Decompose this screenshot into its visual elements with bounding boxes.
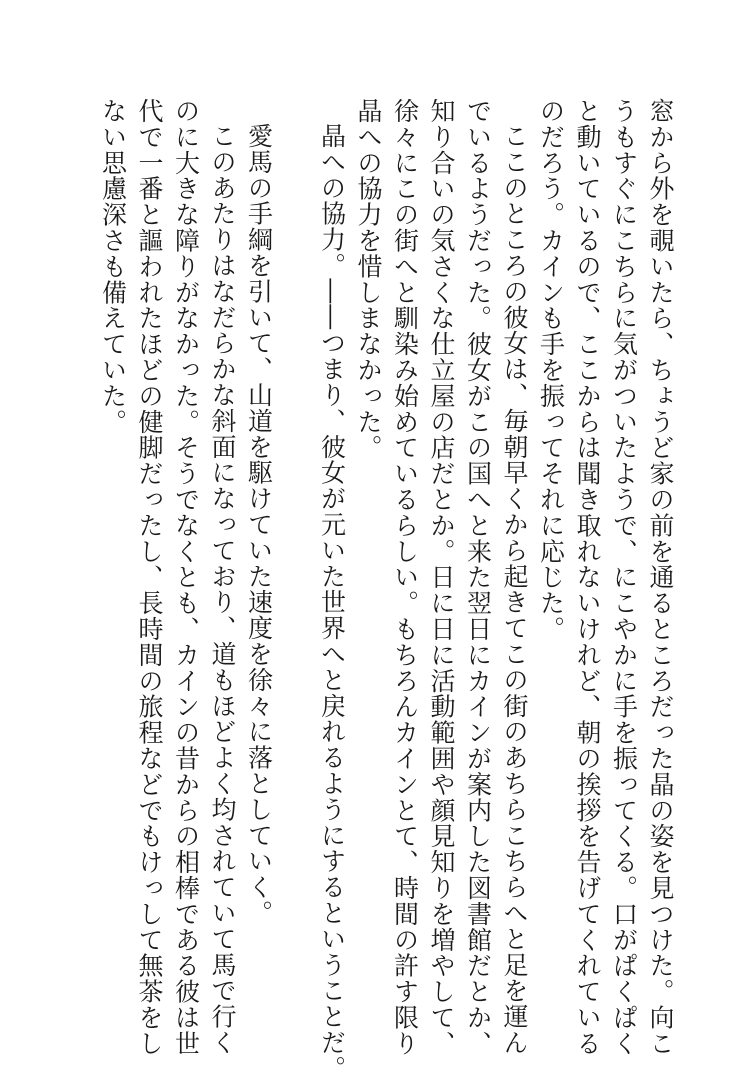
text-line: 代で一番と謳われたほどの健脚だったし、長時間の旅程などでもけっして無茶をし — [135, 98, 164, 1057]
paragraph-gap — [277, 98, 314, 948]
text-line: 晶への協力。――つまり、彼女が元いた世界へと戻れるようにするということだ。 — [317, 123, 347, 1081]
text-line: うもすぐにこちらに気がついたようで、にこやかに手を振ってくる。口がぱくぱく — [609, 98, 639, 1057]
text-line: ここのところの彼女は、毎朝早くから起きてこの街のあちらこちらへと足を運ん — [500, 123, 529, 1056]
text-line: のだろう。カインも手を振ってそれに応じた。 — [536, 98, 566, 642]
text-line: でいるようだった。彼女がこの国へと来た翌日にカインが案内した図書館だとか、 — [463, 98, 493, 1057]
text-line: 徐々にこの街へと馴染み始めているらしい。もちろんカインとて、時間の許す限り — [390, 98, 420, 1057]
text-line: このあたりはなだらかな斜面になっており、道もほどよく均されていて馬で行く — [208, 123, 237, 1056]
text-line: 知り合いの気さくな仕立屋の店だとか。日に日に活動範囲や顔見知りを増やして、 — [427, 98, 456, 1057]
text-line: 愛馬の手綱を引いて、山道を駆けていた速度を徐々に落としていく。 — [244, 123, 274, 926]
text-line: のに大きな障りがなかった。そうでなくとも、カインの昔からの相棒である彼は世 — [171, 98, 201, 1057]
text-line: 晶への協力を惜しまなかった。 — [354, 98, 383, 461]
text-line: 窓から外を覗いたら、ちょうど家の前を通るところだった晶の姿を見つけた。向こ — [646, 98, 675, 1057]
text-line: ない思慮深さも備えていた。 — [98, 98, 128, 435]
text-line: と動いているので、ここからは聞き取れないけれど、朝の挨拶を告げてくれている — [573, 98, 602, 1057]
vertical-text-body — [94, 98, 678, 1081]
